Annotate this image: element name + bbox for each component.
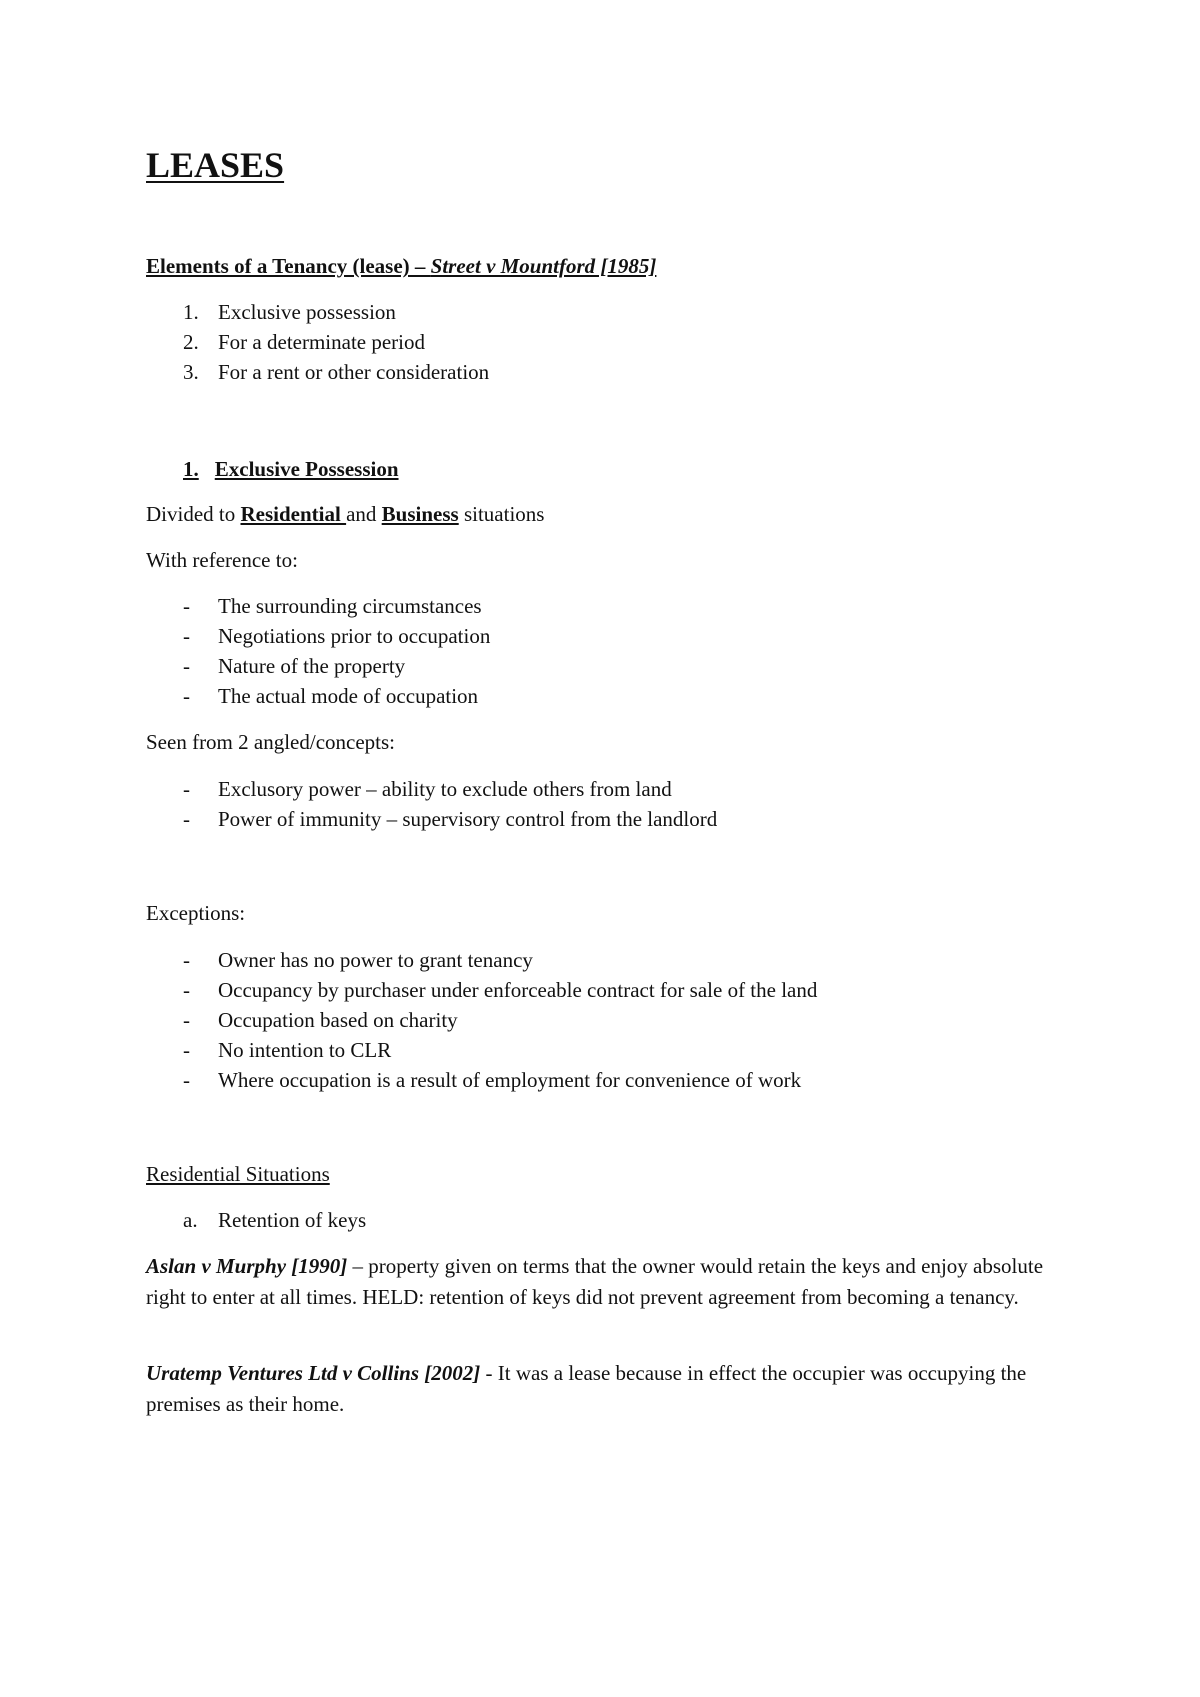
- dash-marker: -: [183, 624, 190, 648]
- dash-marker: -: [183, 594, 190, 618]
- divided-and: and: [346, 502, 382, 526]
- dash-item-text: Negotiations prior to occupation: [218, 624, 491, 648]
- exceptions-intro: Exceptions:: [146, 901, 246, 925]
- dash-item-text: Nature of the property: [218, 654, 406, 678]
- dash-marker: -: [183, 1008, 190, 1032]
- dash-marker: -: [183, 1068, 190, 1092]
- list-item-text: For a rent or other consideration: [218, 360, 490, 384]
- case-paragraph: [146, 1251, 1066, 1313]
- divided-post: situations: [458, 502, 545, 526]
- section-title: Exclusive Possession: [214, 457, 399, 481]
- case-text: – property given on terms that the owner would retain the keys and enjoy absolute right to enter at all times. HELD: retention of keys did not prevent agreement from becoming a tenancy.: [146, 1254, 1044, 1309]
- case-paragraph: [146, 1358, 1066, 1420]
- list-marker: 3.: [183, 360, 199, 384]
- case-text: - It was a lease because in effect the occupier was occupying the premises as their home.: [146, 1361, 1027, 1416]
- dash-item-text: The actual mode of occupation: [218, 684, 479, 708]
- dash-marker: -: [183, 807, 190, 831]
- dash-marker: -: [183, 684, 190, 708]
- list-marker: 2.: [183, 330, 199, 354]
- residential-term: Residential: [240, 502, 347, 526]
- dash-marker: -: [183, 777, 190, 801]
- dash-marker: -: [183, 978, 190, 1002]
- list-marker: 1.: [183, 300, 199, 324]
- dash-marker: -: [183, 948, 190, 972]
- dash-item-text: The surrounding circumstances: [218, 594, 482, 618]
- elements-heading-text: Elements of a Tenancy (lease) –: [146, 254, 431, 278]
- dash-marker: -: [183, 654, 190, 678]
- elements-heading: [146, 254, 656, 279]
- dash-item-text: Occupancy by purchaser under enforceable contract for sale of the land: [218, 978, 818, 1002]
- page-title: LEASES: [146, 145, 285, 185]
- reference-intro: With reference to:: [146, 548, 298, 572]
- angles-intro: Seen from 2 angled/concepts:: [146, 730, 396, 754]
- dash-item-text: Exclusory power – ability to exclude others from land: [218, 777, 672, 801]
- list-item-text: Exclusive possession: [218, 300, 396, 324]
- divided-line: [146, 499, 544, 529]
- residential-heading: Residential Situations: [146, 1162, 330, 1186]
- case-name: Uratemp Ventures Ltd v Collins [2002]: [146, 1361, 481, 1385]
- list-item-text: For a determinate period: [218, 330, 426, 354]
- dash-item-text: No intention to CLR: [218, 1038, 392, 1062]
- list-item-text: Retention of keys: [218, 1208, 367, 1232]
- business-term: Business: [381, 502, 459, 526]
- section-number: 1.: [183, 457, 199, 481]
- section-heading-exclusive-possession: [183, 454, 399, 484]
- elements-heading-case: Street v Mountford [1985]: [430, 254, 657, 278]
- dash-item-text: Where occupation is a result of employment for convenience of work: [218, 1068, 802, 1092]
- case-name: Aslan v Murphy [1990]: [146, 1254, 348, 1278]
- divided-text: Divided to: [146, 502, 241, 526]
- list-marker: a.: [183, 1208, 198, 1232]
- dash-item-text: Power of immunity – supervisory control from the landlord: [218, 807, 718, 831]
- dash-item-text: Occupation based on charity: [218, 1008, 458, 1032]
- dash-marker: -: [183, 1038, 190, 1062]
- dash-item-text: Owner has no power to grant tenancy: [218, 948, 533, 972]
